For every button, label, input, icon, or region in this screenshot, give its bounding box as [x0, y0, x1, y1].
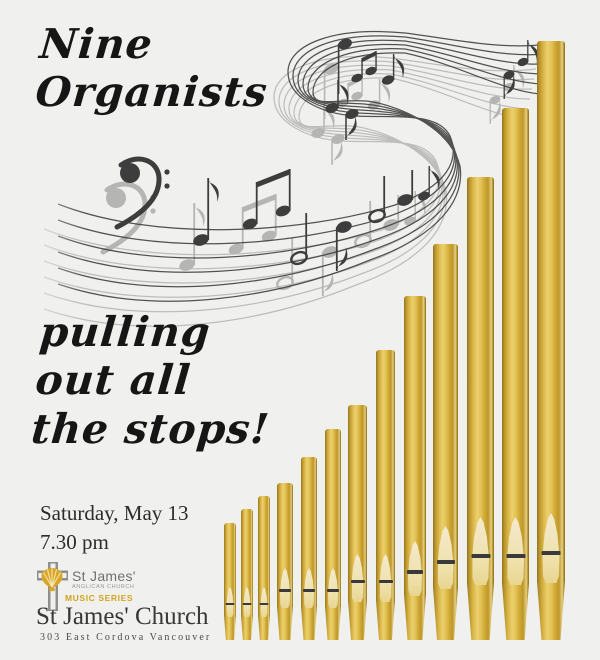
pipe-mouth	[507, 517, 524, 585]
organ-pipe	[277, 483, 293, 640]
tagline	[29, 308, 280, 453]
pipe-mouth	[261, 587, 268, 617]
logo-subtitle: ANGLICAN CHURCH	[72, 584, 135, 590]
organ-pipe	[467, 177, 494, 640]
organ-pipe	[537, 41, 565, 640]
organ-pipe	[241, 509, 253, 640]
pipe-lip	[351, 580, 365, 583]
pipe-mouth	[543, 513, 560, 583]
pipe-lip	[542, 551, 561, 555]
pipe-mouth	[438, 526, 454, 589]
pipe-mouth	[280, 568, 290, 608]
pipe-lip	[279, 589, 291, 592]
organ-pipe	[376, 350, 395, 640]
tagline-line-1: pulling	[37, 308, 213, 356]
organ-pipe	[502, 108, 529, 640]
organ-pipe	[404, 296, 426, 640]
pipe-mouth	[328, 568, 338, 608]
event-details	[40, 499, 189, 558]
organ-pipe	[224, 523, 236, 640]
logo-name: St James'	[72, 568, 136, 584]
pipe-mouth	[244, 587, 251, 617]
pipe-mouth	[227, 587, 234, 617]
organ-pipe	[325, 429, 341, 640]
pipe-lip	[303, 589, 315, 592]
organ-pipe	[301, 457, 317, 640]
logo-series: MUSIC SERIES	[65, 592, 134, 603]
title-line-2: Organists	[33, 68, 270, 117]
shell-icon	[42, 568, 63, 591]
venue-address: 303 East Cordova Vancouver	[40, 632, 212, 643]
venue-name: St James' Church	[36, 603, 209, 630]
page-title	[34, 20, 275, 117]
pipe-lip	[471, 554, 490, 558]
pipe-lip	[327, 589, 339, 592]
pipe-mouth	[472, 517, 489, 585]
pipe-mouth	[408, 541, 422, 596]
pipe-lip	[506, 554, 525, 558]
pipe-mouth	[352, 554, 364, 602]
organ-pipe	[258, 496, 270, 640]
pipe-lip	[407, 570, 423, 574]
title-line-1: Nine	[37, 20, 155, 68]
event-date: Saturday, May 13	[40, 501, 189, 525]
pipe-lip	[379, 580, 393, 583]
organ-pipe	[433, 244, 458, 640]
pipe-lip	[243, 603, 252, 605]
organ-pipe	[348, 405, 367, 640]
tagline-line-3: the stops!	[29, 404, 272, 453]
pipe-lip	[226, 603, 235, 605]
event-time: 7.30 pm	[40, 530, 109, 555]
tagline-line-2: out all	[33, 356, 193, 405]
pipe-mouth	[380, 554, 392, 602]
pipe-lip	[437, 560, 455, 564]
pipe-mouth	[304, 568, 314, 608]
pipe-lip	[260, 603, 269, 605]
